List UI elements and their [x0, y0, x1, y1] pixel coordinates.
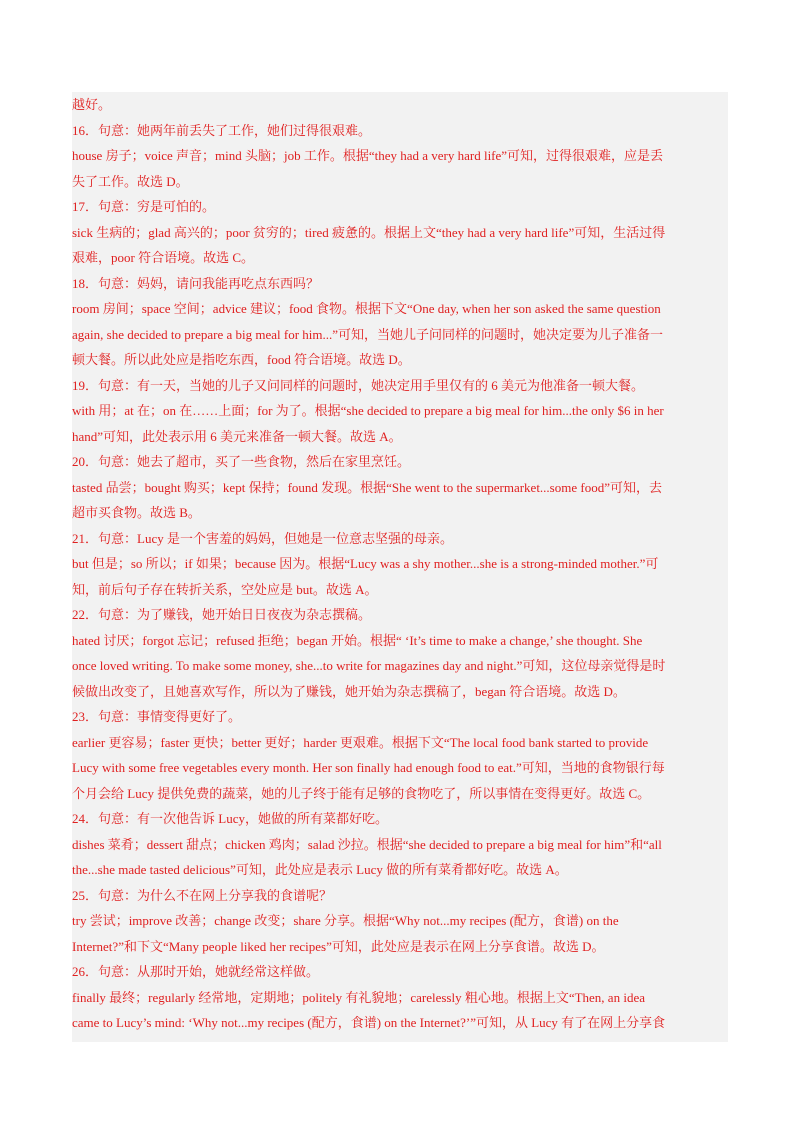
text-line: tasted 品尝；bought 购买；kept 保持；found 发现。根据“She went to the supermarket...some food”可知，去	[72, 479, 662, 495]
text-line: hand”可知，此处表示用 6 美元来准备一顿大餐。故选 A。	[72, 428, 402, 444]
text-line: but 但是；so 所以；if 如果；because 因为。根据“Lucy was a shy mother...she is a strong-minded mother.”可	[72, 556, 659, 571]
question-21-heading: 21．句意：Lucy 是一个害羞的妈妈，但她是一位意志坚强的母亲。	[72, 530, 453, 546]
question-26-heading: 26．句意：从那时开始，她就经常这样做。	[72, 964, 320, 979]
text-line: 顿大餐。所以此处应是指吃东西，food 符合语境。故选 D。	[72, 352, 411, 367]
question-25-heading: 25．句意：为什么不在网上分享我的食谱呢？	[72, 887, 333, 903]
text-line: once loved writing. To make some money, she...to write for magazines day and night.”可知，这位母亲觉得是时	[72, 658, 666, 673]
text-line: try 尝试；improve 改善；change 改变；share 分享。根据“Why not...my recipes (配方，食谱) on the	[72, 913, 619, 928]
text-line: earlier 更容易；faster 更快；better 更好；harder 更艰难。根据下文“The local food bank started to provide	[72, 734, 649, 750]
text-line: came to Lucy’s mind: ‘Why not...my recipes (配方，食谱) on the Internet?’”可知，从 Lucy 有了在网上分享食	[72, 1015, 666, 1030]
text-line: 越好。	[72, 97, 112, 112]
question-24-heading: 24．句意：有一次他告诉 Lucy，她做的所有菜都好吃。	[72, 811, 388, 826]
text-line: again, she decided to prepare a big meal for him...”可知，当她儿子问同样的问题时，她决定要为儿子准备一	[72, 326, 664, 342]
text-line: the...she made tasted delicious”可知，此处应是表示 Lucy 做的所有菜肴都好吃。故选 A。	[72, 862, 568, 877]
answer-explanation-block	[72, 92, 728, 1042]
question-18-heading: 18．句意：妈妈，请问我能再吃点东西吗？	[72, 275, 320, 291]
text-line: 艰难，poor 符合语境。故选 C。	[72, 250, 255, 265]
text-line: 超市买食物。故选 B。	[72, 505, 201, 520]
text-line: finally 最终；regularly 经常地，定期地；politely 有礼貌地；carelessly 粗心地。根据上文“Then, an idea	[72, 989, 645, 1005]
question-20-heading: 20．句意：她去了超市，买了一些食物，然后在家里烹饪。	[72, 454, 411, 469]
text-line: Internet?”和下文“Many people liked her recipes”可知，此处应是表示在网上分享食谱。故选 D。	[72, 938, 605, 954]
question-19-heading: 19．句意：有一天，当她的儿子又问同样的问题时，她决定用手里仅有的 6 美元为他准备一顿大餐。	[72, 377, 645, 393]
text-line: 个月会给 Lucy 提供免费的蔬菜，她的儿子终于能有足够的食物吃了，所以事情在变得更好。故选 C。	[72, 785, 651, 801]
question-22-heading: 22．句意：为了赚钱，她开始日日夜夜为杂志撰稿。	[72, 607, 372, 622]
text-line: room 房间；space 空间；advice 建议；food 食物。根据下文“One day, when her son asked the same question	[72, 301, 661, 316]
question-23-heading: 23．句意：事情变得更好了。	[72, 709, 242, 724]
text-line: sick 生病的；glad 高兴的；poor 贫穷的；tired 疲惫的。根据上文“they had a very hard life”可知，生活过得	[72, 224, 666, 240]
text-line: Lucy with some free vegetables every month. Her son finally had enough food to eat.”可知，当地的食物银行每	[72, 760, 665, 775]
text-line: 知，前后句子存在转折关系，空处应是 but。故选 A。	[72, 581, 378, 597]
text-line: house 房子；voice 声音；mind 头脑；job 工作。根据“they had a very hard life”可知，过得很艰难，应是丢	[72, 148, 664, 163]
text-line: 失了工作。故选 D。	[72, 173, 189, 189]
question-17-heading: 17．句意：穷是可怕的。	[72, 199, 216, 214]
text-line: with 用；at 在；on 在……上面；for 为了。根据“she decided to prepare a big meal for him...the only $6 in her	[72, 403, 664, 418]
question-16-heading: 16．句意：她两年前丢失了工作，她们过得很艰难。	[72, 122, 372, 138]
text-line: dishes 菜肴；dessert 甜点；chicken 鸡肉；salad 沙拉。根据“she decided to prepare a big meal for him”和“all	[72, 836, 662, 852]
text-line: 候做出改变了，且她喜欢写作，所以为了赚钱，她开始为杂志撰稿了，began 符合语境。故选 D。	[72, 683, 626, 699]
text-line: hated 讨厌；forgot 忘记；refused 拒绝；began 开始。根据“ ‘It’s time to make a change,’ she thought. She	[72, 632, 643, 648]
